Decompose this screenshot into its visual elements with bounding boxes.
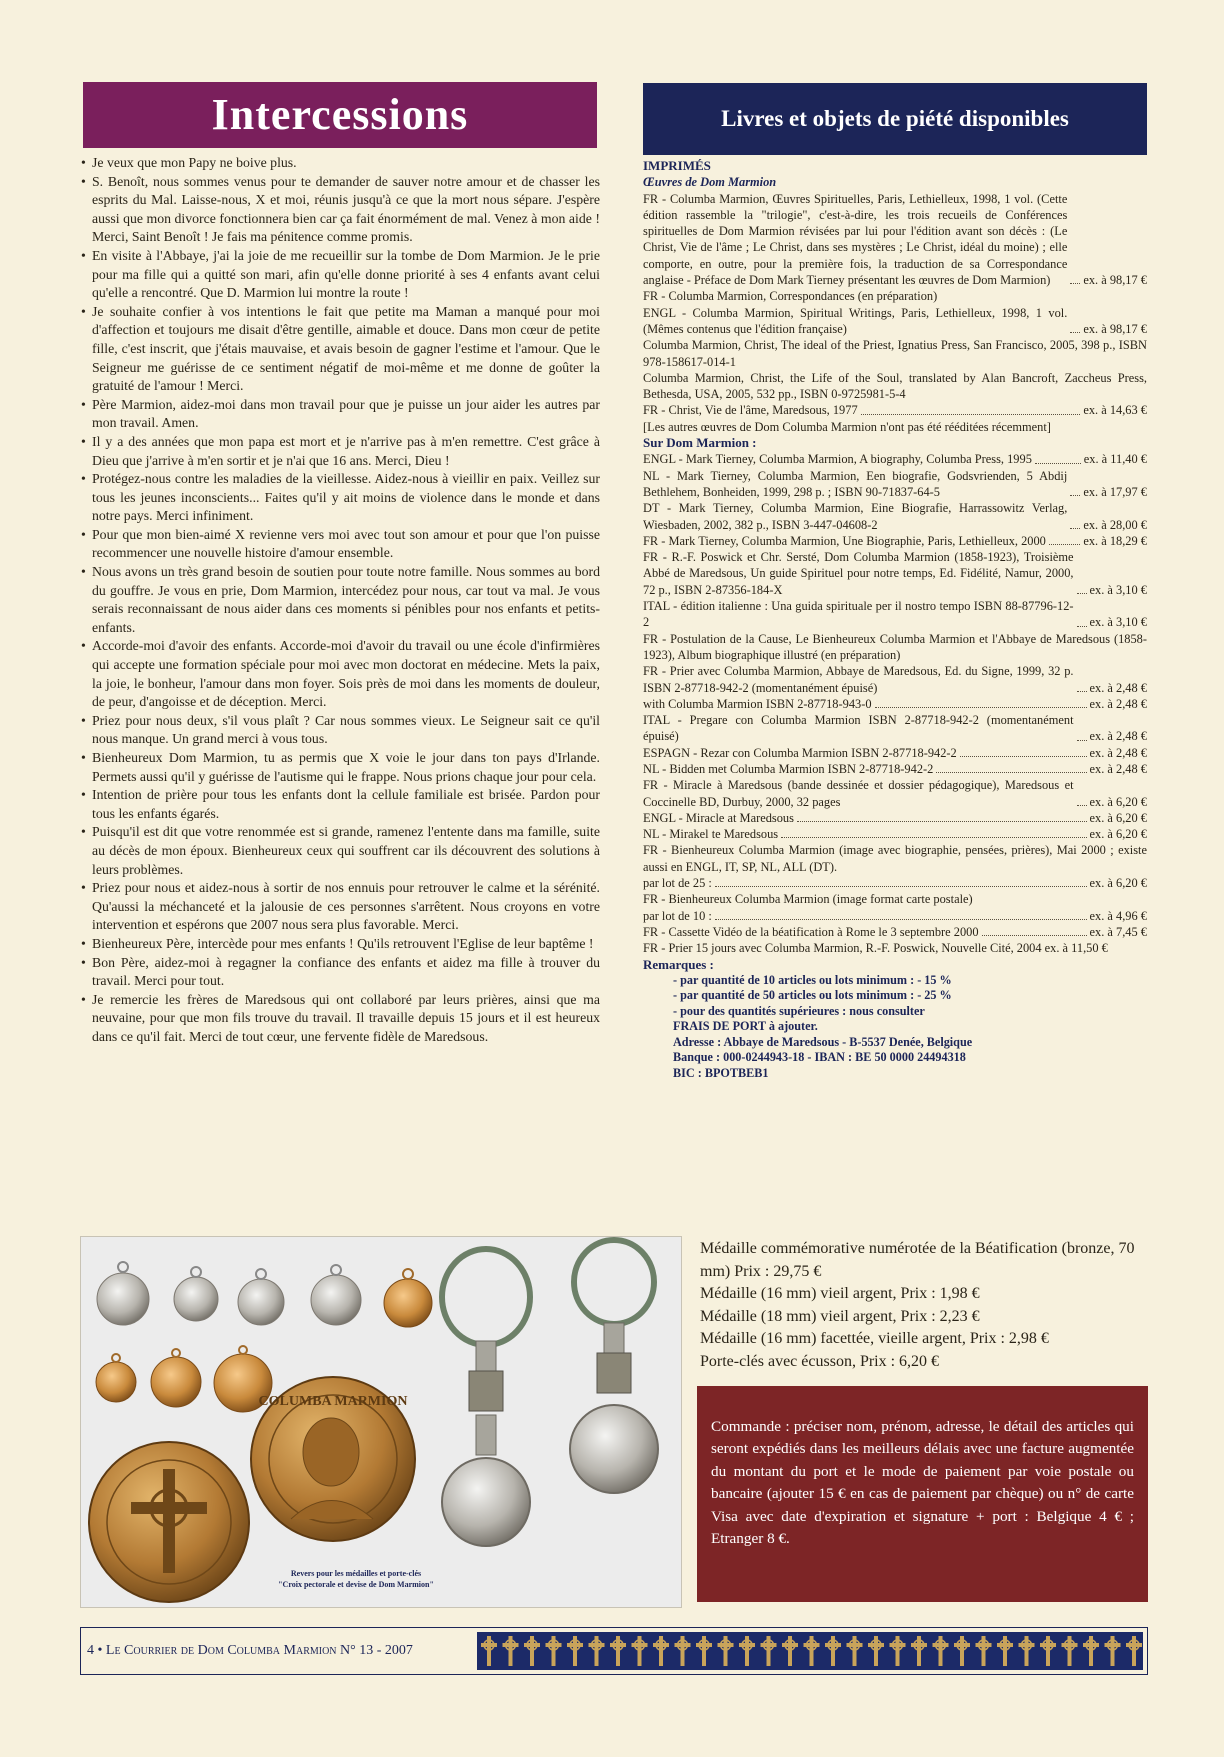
photo-caption: Revers pour les médailles et porte-clés "Croix pectorale et devise de Dom Marmion" <box>278 1569 434 1589</box>
list-item: Médaille (16 mm) vieil argent, Prix : 1,98 € <box>700 1285 980 1302</box>
price: ex. à 6,20 € <box>1089 876 1147 891</box>
celtic-cross-icon <box>911 1636 927 1666</box>
catalog-entry: FR - Prier avec Columba Marmion, Abbaye de Maredsous, Ed. du Signe, 1999, 32 p. ISBN 2-87718-942-2 (momentanément épuisé) ex. à 2,48 € <box>643 664 1147 695</box>
section-heading: IMPRIMÉS <box>643 158 711 173</box>
key-rings <box>442 1240 658 1546</box>
catalog-entry: with Columba Marmion ISBN 2-87718-943-0 ex. à 2,48 € <box>643 696 1147 711</box>
price: ex. à 98,17 € <box>1083 273 1147 288</box>
catalog-entry: FR - Postulation de la Cause, Le Bienheureux Columba Marmion et l'Abbaye de Maredsous (1858-1923), Album biographique illustré (en préparation) <box>643 631 1147 662</box>
catalog-entry: NL - Mark Tierney, Columba Marmion, Een biografie, Godsvrienden, 5 Abdij Bethlehem, Bonheiden, 1999, 298 p. ; ISBN 90-71837-64-5 ex. à 17,97 € <box>643 468 1147 499</box>
list-item: • Intention de prière pour tous les enfants dont la cellule familiale est brisée. Pardon pour tous les enfants égarés. <box>80 786 600 823</box>
medal-inscription: COLUMBA MARMION <box>258 1394 408 1409</box>
price: ex. à 6,20 € <box>1089 827 1147 842</box>
catalog-entry: DT - Mark Tierney, Columba Marmion, Eine Biografie, Harrassowitz Verlag, Wiesbaden, 2002, 382 p., ISBN 3-447-04608-2 ex. à 28,00 € <box>643 501 1147 532</box>
celtic-cross-icon <box>825 1636 841 1666</box>
list-item: • S. Benoît, nous sommes venus pour te demander de sauver notre amour et de chasser les esprits du Mal. Laisse-nous, X et moi, réunis jusqu'à ce que la mort nous sépare. J'espère aussi que mon divorce fonctionnera bien car ça fait énormément de mal. Venez à mon aide ! Merci, Saint Benoît ! Je fais ma pénitence comme promis. <box>80 173 600 247</box>
celtic-cross-icon <box>1062 1636 1078 1666</box>
list-item: • Puisqu'il est dit que votre renommée est si grande, ramenez l'entente dans ma famille, suite au décès de mon époux. Bienheureux ceux qui souffrent car ils découvrent des solutions à leurs problèmes. <box>80 823 600 879</box>
price: ex. à 11,40 € <box>1083 452 1147 467</box>
price: ex. à 6,20 € <box>1089 810 1147 825</box>
portrait-medal <box>251 1377 415 1541</box>
celtic-cross-icon <box>610 1636 626 1666</box>
celtic-cross-icon <box>954 1636 970 1666</box>
celtic-cross-icon <box>481 1636 497 1666</box>
list-item: • Il y a des années que mon papa est mort et je n'arrive pas à m'en remettre. C'est grâce à Dieu que j'arrive à m'en sortir et je n'ai que 16 ans. Merci, Dieu ! <box>80 433 600 470</box>
catalog-entry: NL - Mirakel te Maredsous ex. à 6,20 € <box>643 827 1147 842</box>
price: ex. à 98,17 € <box>1083 321 1147 336</box>
list-item: • Je souhaite confier à vos intentions le fait que petite ma Maman a manqué pour moi d'affection et toujours me disait d'être gentille, aimable et douce. Dans mon cœur de petite fille, c'est inscrit, que j'étais mauvaise, et avais besoin de gagner l'estime et l'amour. Que le Seigneur me guérisse de ce sentiment négatif de moi-même et me donne de goûter la gratuité de l'amour ! Merci. <box>80 303 600 396</box>
remarks-list <box>643 973 1147 1082</box>
celtic-cross-icon <box>632 1636 648 1666</box>
celtic-cross-icon <box>933 1636 949 1666</box>
small-silver-medals <box>97 1262 432 1327</box>
catalog-entry: ITAL - Pregare con Columba Marmion ISBN 2-87718-942-2 (momentanément épuisé) ex. à 2,48 € <box>643 713 1147 744</box>
celtic-cross-icon <box>546 1636 562 1666</box>
celtic-cross-icon <box>868 1636 884 1666</box>
catalog-entry: Columba Marmion, Christ, The ideal of the Priest, Ignatius Press, San Francisco, 2005, 398 p., ISBN 978-158617-014-1 <box>643 338 1147 369</box>
list-item: • Père Marmion, aidez-moi dans mon travail pour que je puisse un jour aider les autres par mon travail. Amen. <box>80 396 600 433</box>
catalog-entry: NL - Bidden met Columba Marmion ISBN 2-87718-942-2 ex. à 2,48 € <box>643 761 1147 776</box>
celtic-cross-icon <box>739 1636 755 1666</box>
celtic-cross-icon <box>1105 1636 1121 1666</box>
celtic-cross-icon <box>997 1636 1013 1666</box>
celtic-cross-icon <box>696 1636 712 1666</box>
list-item: • Pour que mon bien-aimé X revienne vers moi avec tout son amour et pour que l'on puisse recommencer une nouvelle histoire d'amour ensemble. <box>80 526 600 563</box>
celtic-cross-icon <box>890 1636 906 1666</box>
list-item: • Je remercie les frères de Maredsous qui ont collaboré par leurs prières, ainsi que ma neuvaine, pour que mon fils trouve du travail. Il travaille depuis 15 jours et il est heureux dans ce qu'il fait. Merci de tout cœur, une fervente fidèle de Maredsous. <box>80 991 600 1047</box>
catalog-entry: FR - Cassette Vidéo de la béatification à Rome le 3 septembre 2000 ex. à 7,45 € <box>643 924 1147 939</box>
remark-line: - pour des quantités supérieures : nous consulter <box>673 1003 925 1018</box>
list-item: • Accorde-moi d'avoir des enfants. Accorde-moi d'avoir du travail ou une école d'infirmières qui accepte une formation spéciale pour moi avec mon doctorat en médecine. Mets la paix, la joie, le bonheur, l'amour dans mon foyer. Sois près de moi dans les moments de douleur, de peur, d'angoisse et de déception. Merci. <box>80 637 600 711</box>
price: ex. à 28,00 € <box>1083 517 1147 532</box>
catalog-entry: FR - Miracle à Maredsous (bande dessinée et dossier pédagogique), Maredsous et Coccinelle BD, Durbuy, 2000, 32 pages ex. à 6,20 € <box>643 778 1147 809</box>
medals-illustration <box>81 1237 681 1607</box>
price: ex. à 4,96 € <box>1089 908 1147 923</box>
catalog-entry: par lot de 25 : ex. à 6,20 € <box>643 876 1147 891</box>
catalog-entry: FR - Columba Marmion, Œuvres Spirituelles, Paris, Lethielleux, 1998, 1 vol. (Cette édition rassemble la "trilogie", c'est-à-dire, les trois recueils de Conférences spirituelles de Dom Marmion révisées par lui pour l'édition avant son décès : (Le Christ, Vie de l'âme ; Le Christ, dans ses mystères ; Le Christ, idéal du moine) ; elle comporte, en outre, pour la première fois, la traduction de sa Correspondance anglaise - Préface de Dom Mark Tierney présentant les œuvres de Dom Marmion) ex. à 98,17 € <box>643 191 1147 288</box>
remark-line: FRAIS DE PORT à ajouter. <box>673 1019 818 1034</box>
footer-cross-band <box>477 1632 1143 1670</box>
catalog-entry: par lot de 10 : ex. à 4,96 € <box>643 908 1147 923</box>
price: ex. à 7,45 € <box>1089 924 1147 939</box>
cross-pattern <box>477 1632 1143 1670</box>
remarks-heading: Remarques : <box>643 956 714 972</box>
celtic-cross-icon <box>524 1636 540 1666</box>
celtic-cross-icon <box>503 1636 519 1666</box>
celtic-cross-icon <box>718 1636 734 1666</box>
price: ex. à 3,10 € <box>1089 615 1147 630</box>
catalog-entry: [Les autres œuvres de Dom Columba Marmion n'ont pas été rééditées récemment] <box>643 419 1051 434</box>
celtic-cross-icon <box>1126 1636 1142 1666</box>
remark-line: - par quantité de 10 articles ou lots minimum : - 15 % <box>673 972 952 987</box>
catalog-entry: ESPAGN - Rezar con Columba Marmion ISBN 2-87718-942-2 ex. à 2,48 € <box>643 745 1147 760</box>
catalog-entry: Columba Marmion, Christ, the Life of the Soul, translated by Alan Bancroft, Zaccheus Press, Bethesda, USA, 2005, 532 pp., ISBN 0-9725981-5-4 <box>643 370 1147 402</box>
price: ex. à 14,63 € <box>1083 403 1147 418</box>
celtic-cross-icon <box>1040 1636 1056 1666</box>
list-item: • Bon Père, aidez-moi à regagner la confiance des enfants et aidez ma fille à trouver du travail. Merci pour tout. <box>80 954 600 991</box>
list-item: • En visite à l'Abbaye, j'ai la joie de me recueillir sur la tombe de Dom Marmion. Je le prie pour ma fille qui a quitté son mari, afin qu'elle donne priorité à ses 4 enfants avant celui qu'elle a rencontré. Que D. Marmion lui montre la route ! <box>80 247 600 303</box>
list-item: • Protégez-nous contre les maladies de la vieillesse. Aidez-nous à vieillir en paix. Veillez sur tous les jeunes inconscients... Faites qu'il y ait moins de violence dans le monde et dans notre pays. Merci infiniment. <box>80 470 600 526</box>
list-item: Médaille commémorative numérotée de la Béatification (bronze, 70 mm) Prix : 29,75 € <box>700 1240 1135 1280</box>
price: ex. à 2,48 € <box>1089 761 1147 776</box>
list-item: Porte-clés avec écusson, Prix : 6,20 € <box>700 1352 940 1370</box>
price: ex. à 2,48 € <box>1089 696 1147 711</box>
celtic-cross-icon <box>761 1636 777 1666</box>
celtic-cross-icon <box>782 1636 798 1666</box>
celtic-cross-icon <box>976 1636 992 1666</box>
cross-medal <box>89 1442 249 1602</box>
price: ex. à 2,48 € <box>1089 729 1147 744</box>
list-item: • Je veux que mon Papy ne boive plus. <box>80 154 600 173</box>
catalog-entry: FR - Bienheureux Columba Marmion (image format carte postale) <box>643 892 973 907</box>
catalog-entry: FR - R.-F. Poswick et Chr. Sersté, Dom Columba Marmion (1858-1923), Troisième Abbé de Maredsous, Un guide Spirituel pour notre temps, Ed. Fidélité, Namur, 2000, 72 p., ISBN 2-87356-184-X ex. à 3,10 € <box>643 550 1147 597</box>
list-item: Médaille (16 mm) facettée, vieille argent, Prix : 2,98 € <box>700 1330 1049 1347</box>
list-item: • Nous avons un très grand besoin de soutien pour toute notre famille. Nous sommes au bord du gouffre. Je vous en prie, Dom Marmion, intercédez pour nous, car tout va mal. Je vous serais reconnaissant de nous aider dans ces moments si pénibles pour nos enfants et petits-enfants. <box>80 563 600 637</box>
catalog-entry: ENGL - Mark Tierney, Columba Marmion, A biography, Columba Press, 1995 ex. à 11,40 € <box>643 452 1147 467</box>
catalog-entry: FR - Columba Marmion, Correspondances (en préparation) <box>643 289 938 304</box>
list-item: Médaille (18 mm) vieil argent, Prix : 2,23 € <box>700 1307 980 1325</box>
price: ex. à 6,20 € <box>1089 794 1147 809</box>
section-heading: Sur Dom Marmion : <box>643 435 757 451</box>
footer-text: 4 • Le Courrier de Dom Columba Marmion N° 13 - 2007 <box>87 1643 413 1658</box>
catalog-entry: FR - Bienheureux Columba Marmion (image avec biographie, pensées, prières), Mai 2000 ; existe aussi en ENGL, IT, SP, NL, ALL (DT). <box>643 843 1147 874</box>
celtic-cross-icon <box>804 1636 820 1666</box>
list-item: • Bienheureux Père, intercède pour mes enfants ! Qu'ils retrouvent l'Eglise de leur baptême ! <box>80 935 600 954</box>
books-catalog <box>643 158 1147 1081</box>
remark-line: BIC : BPOTBEB1 <box>673 1065 769 1080</box>
catalog-entry: FR - Christ, Vie de l'âme, Maredsous, 1977 ex. à 14,63 € <box>643 403 1147 418</box>
celtic-cross-icon <box>675 1636 691 1666</box>
celtic-cross-icon <box>847 1636 863 1666</box>
order-instructions: Commande : préciser nom, prénom, adresse, le détail des articles qui seront expédiés dans les meilleurs délais avec une facture augmentée du montant du port et le mode de paiement par voie postale ou bancaire (ajouter 15 € en cas de paiement par chèque) ou n° de carte Visa avec date d'expiration et signature + port : Belgique 4 € ; Etranger 8 €. <box>697 1386 1148 1602</box>
remark-line: Adresse : Abbaye de Maredsous - B-5537 Denée, Belgique <box>673 1034 973 1049</box>
celtic-cross-icon <box>1083 1636 1099 1666</box>
price: ex. à 2,48 € <box>1089 680 1147 695</box>
price: ex. à 2,48 € <box>1089 745 1147 760</box>
list-item: • Priez pour nous deux, s'il vous plaît ? Car nous sommes vieux. Le Seigneur sait ce qu'il nous manque. Un grand merci à vous tous. <box>80 712 600 749</box>
small-gold-medals <box>96 1346 272 1412</box>
books-title: Livres et objets de piété disponibles <box>643 83 1147 155</box>
celtic-cross-icon <box>567 1636 583 1666</box>
medal-price-list <box>700 1238 1150 1373</box>
catalog-entry: ENGL - Miracle at Maredsous ex. à 6,20 € <box>643 810 1147 825</box>
catalog-entry: FR - Prier 15 jours avec Columba Marmion, R.-F. Poswick, Nouvelle Cité, 2004 ex. à 11,50 € <box>643 941 1108 956</box>
price: ex. à 17,97 € <box>1083 484 1147 499</box>
price: ex. à 18,29 € <box>1083 533 1147 548</box>
list-item: • Bienheureux Dom Marmion, tu as permis que X voie le jour dans ton pays d'Irlande. Permets aussi qu'il y guérisse de l'autisme qui le frappe. Nous prions chaque jour pour cela. <box>80 749 600 786</box>
catalog-entry: FR - Mark Tierney, Columba Marmion, Une Biographie, Paris, Lethielleux, 2000 ex. à 18,29 € <box>643 533 1147 548</box>
celtic-cross-icon <box>589 1636 605 1666</box>
list-item: • Priez pour nous et aidez-nous à sortir de nos ennuis pour retrouver le calme et la sérénité. Qu'aussi la méchanceté et la jalousie de ces personnes s'arrêtent. Nous croyons en votre intervention et espérons que 2007 nous sera plus favorable. Merci. <box>80 879 600 935</box>
celtic-cross-icon <box>1019 1636 1035 1666</box>
catalog-entry: ITAL - édition italienne : Una guida spirituale per il nostro tempo ISBN 88-87796-12-2 ex. à 3,10 € <box>643 599 1147 630</box>
medals-photo <box>80 1236 682 1608</box>
catalog-entry: ENGL - Columba Marmion, Spiritual Writings, Paris, Lethielleux, 1998, 1 vol. (Mêmes contenus que l'édition française) ex. à 98,17 € <box>643 305 1147 336</box>
section-subheading: Œuvres de Dom Marmion <box>643 175 777 190</box>
intercessions-title: Intercessions <box>83 82 597 148</box>
remark-line: Banque : 000-0244943-18 - IBAN : BE 50 0000 24494318 <box>673 1050 966 1065</box>
remark-line: - par quantité de 50 articles ou lots minimum : - 25 % <box>673 988 952 1003</box>
intercessions-list <box>80 154 600 1047</box>
celtic-cross-icon <box>653 1636 669 1666</box>
price: ex. à 3,10 € <box>1089 582 1147 597</box>
